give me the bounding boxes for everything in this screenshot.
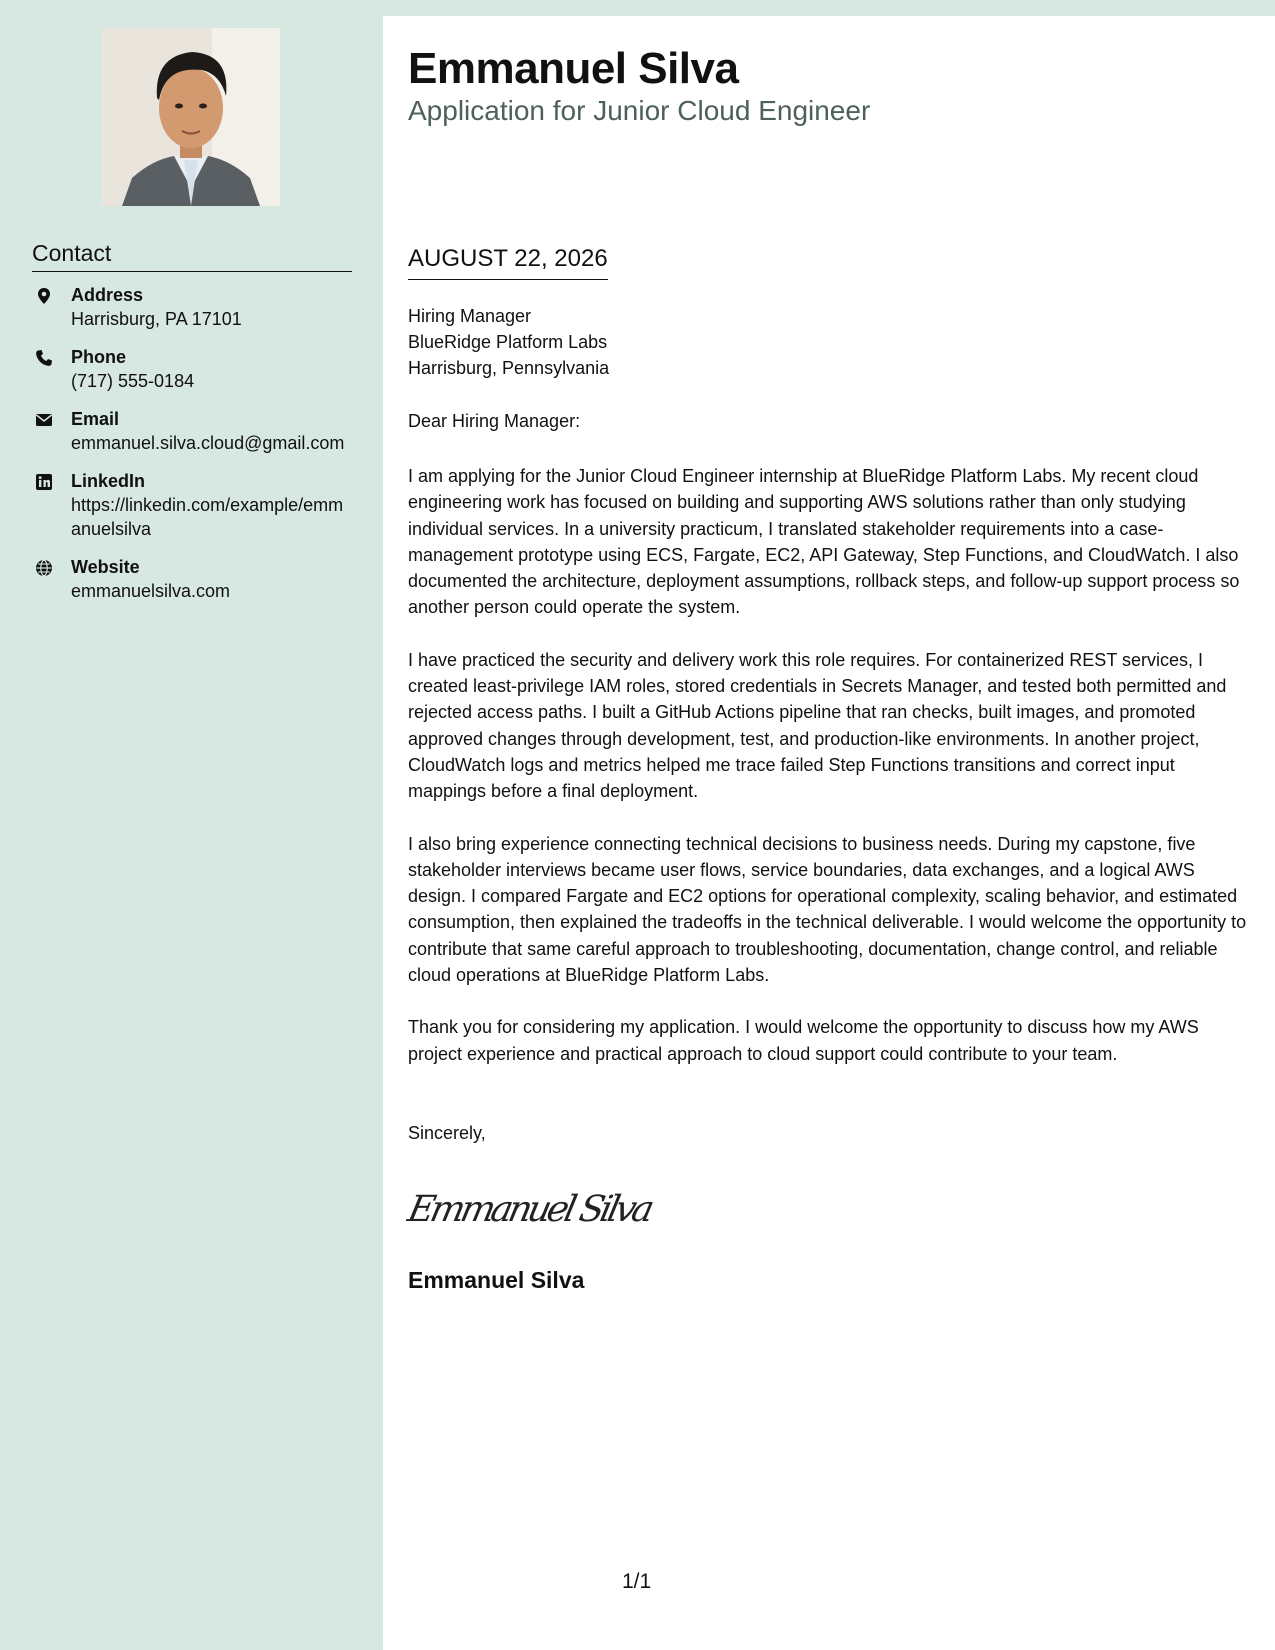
letter-date: AUGUST 22, 2026 — [408, 245, 608, 280]
phone-icon — [35, 349, 53, 367]
contact-phone — [32, 345, 352, 393]
svg-text:Emmanuel Silva: Emmanuel Silva — [404, 1187, 659, 1230]
body-paragraph: I am applying for the Junior Cloud Engineer internship at BlueRidge Platform Labs. My recent cloud engineering work has focused on building and supporting AWS solutions rather than only studying individual services. In a university practicum, I translated stakeholder requirements into a case-management prototype using ECS, Fargate, EC2, API Gateway, Step Functions, and CloudWatch. I also documented the architecture, deployment assumptions, rollback steps, and follow-up support process so another person could operate the system. — [408, 466, 1240, 618]
body-paragraph: I also bring experience connecting technical decisions to business needs. During my capstone, five stakeholder interviews became user flows, service boundaries, data exchanges, and a logical AWS design. I compared Fargate and EC2 options for operational complexity, scaling behavior, and estimated consumption, then explained the tradeoffs in the technical deliverable. I would welcome the opportunity to contribute that same careful approach to troubleshooting, documentation, change control, and reliable cloud operations at BlueRidge Platform Labs. — [408, 833, 1247, 986]
email-value[interactable]: emmanuel.silva.cloud@gmail.com — [71, 433, 345, 453]
globe-icon — [35, 559, 53, 577]
letter-body — [408, 463, 1248, 1093]
recipient-line: BlueRidge Platform Labs — [408, 332, 608, 352]
linkedin-value[interactable]: https://linkedin.com/example/emmanuelsilva — [71, 495, 344, 539]
contact-heading: Contact — [32, 240, 352, 272]
contact-label: Address — [71, 285, 144, 305]
signature-name: Emmanuel Silva — [408, 1267, 585, 1293]
contact-label: LinkedIn — [71, 471, 146, 491]
body-paragraph: Thank you for considering my application. I would welcome the opportunity to discuss how my AWS project experience and practical approach to cloud support could contribute to your team. — [408, 1017, 1199, 1064]
profile-photo — [102, 28, 280, 206]
application-subtitle: Application for Junior Cloud Engineer — [408, 95, 871, 126]
contact-email — [32, 407, 352, 455]
recipient-line: Hiring Manager — [408, 306, 532, 326]
website-value[interactable]: emmanuelsilva.com — [71, 581, 231, 601]
address-value: Harrisburg, PA 17101 — [71, 309, 242, 329]
recipient-line: Harrisburg, Pennsylvania — [408, 358, 610, 378]
recipient-block — [408, 303, 609, 381]
contact-list — [32, 283, 352, 617]
contact-address — [32, 283, 352, 331]
applicant-name: Emmanuel Silva — [408, 44, 739, 93]
contact-label: Website — [71, 557, 140, 577]
linkedin-icon — [35, 473, 53, 491]
handwritten-signature — [404, 1175, 670, 1250]
contact-label: Phone — [71, 347, 127, 367]
phone-value: (717) 555-0184 — [71, 371, 195, 391]
closing: Sincerely, — [408, 1123, 486, 1143]
location-pin-icon — [35, 287, 53, 305]
page-number: 1/1 — [622, 1570, 652, 1593]
body-paragraph: I have practiced the security and delivery work this role requires. For containerized REST services, I created least-privilege IAM roles, stored credentials in Secrets Manager, and tested both permitted and rejected access paths. I built a GitHub Actions pipeline that ran checks, built images, and promoted approved changes through development, test, and production-like environments. In another project, CloudWatch logs and metrics helped me trace failed Step Functions transitions and correct input mappings before a final deployment. — [408, 649, 1227, 802]
contact-linkedin — [32, 469, 352, 541]
email-icon — [35, 411, 53, 429]
contact-label: Email — [71, 409, 120, 429]
contact-website — [32, 555, 352, 603]
salutation: Dear Hiring Manager: — [408, 411, 581, 431]
